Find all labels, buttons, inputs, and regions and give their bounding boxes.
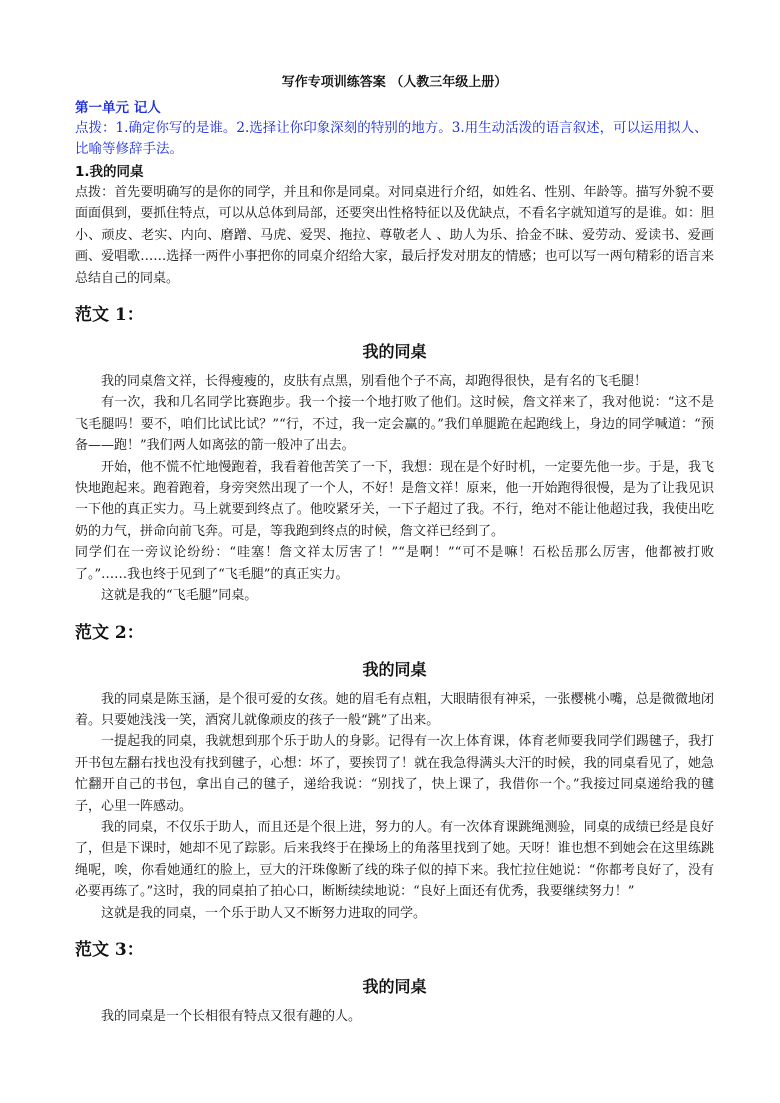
- essay-paragraph: 这就是我的“飞毛腿”同桌。: [101, 588, 258, 604]
- essay-paragraph: 同学们在一旁议论纷纷：“哇塞！詹文祥太厉害了！”“是啊！”“可不是嘛！石松岳那么厉害，他都被打败了。”……我也终于见到了“飞毛腿”的真正实力。: [75, 545, 714, 582]
- sample-essay-1: [75, 303, 714, 606]
- essay-paragraph: 有一次，我和几名同学比赛跑步。我一个接一个地打败了他们。这时候，詹文祥来了，我对他说：“这不是飞毛腿吗！要不，咱们比试比试？”“行，不过，我一定会赢的。”我们单腿跪在起跑线上，身边的同学喊道：“预备——跑！”我们两人如离弦的箭一般冲了出去。: [75, 395, 714, 454]
- unit-tip: 点拨：1.确定你写的是谁。2.选择让你印象深刻的特别的地方。3.用生动活泼的语言叙述，可以运用拟人、比喻等修辞手法。: [75, 120, 708, 157]
- essay-paragraph: 我的同桌，不仅乐于助人，而且还是个很上进，努力的人。有一次体育课跳绳测验，同桌的成绩已经是良好了，但是下课时，她却不见了踪影。后来我终于在操场上的角落里找到了她。天呀！谁也想不到她会在这里练跳绳呢，唉，你看她通红的脸上，豆大的汗珠像断了线的珠子似的掉下来。我忙拉住她说：“你都考良好了，没有必要再练了。”这时，我的同桌拍了拍心口，断断续续地说：“良好上面还有优秀，我要继续努力！”: [75, 819, 714, 900]
- topic-tip: 点拨：首先要明确写的是你的同学，并且和你是同桌。对同桌进行介绍，如姓名、性别、年龄等。描写外貌不要面面俱到，要抓住特点，可以从总体到局部，还要突出性格特征以及优缺点，不看名字就知道写的是谁。如：胆小、顽皮、老实、内向、磨蹭、马虎、爱哭、拖拉、尊敬老人 、助人为乐、拾金不昧、爱劳动、爱读书、爱画画、爱唱歌……选择一两件小事把你的同桌介绍给大家，最后抒发对朋友的情感；也可以写一两句精彩的语言来总结自己的同桌。: [75, 185, 714, 286]
- essay-paragraph: 这就是我的同桌，一个乐于助人又不断努力进取的同学。: [101, 905, 427, 921]
- unit-heading: 第一单元 记人: [75, 100, 161, 116]
- essay-title: 我的同桌: [362, 342, 427, 362]
- essay-paragraph: 我的同桌詹文祥，长得瘦瘦的，皮肤有点黑，别看他个子不高，却跑得很快，是有名的飞毛腿！: [101, 374, 648, 390]
- sample-label: 范文 1：: [75, 305, 144, 326]
- document-title: 写作专项训练答案 （人教三年级上册）: [281, 75, 508, 90]
- sample-essay-3: [75, 938, 714, 1027]
- sample-essay-2: [75, 621, 714, 924]
- sample-label: 范文 2：: [75, 622, 144, 643]
- essay-paragraph: 我的同桌是陈玉涵，是个很可爱的女孩。她的眉毛有点粗，大眼睛很有神采，一张樱桃小嘴，总是微微地闭着。只要她浅浅一笑，酒窝儿就像顽皮的孩子一般“跳”了出来。: [75, 691, 714, 728]
- essay-paragraph: 一提起我的同桌，我就想到那个乐于助人的身影。记得有一次上体育课，体育老师要我同学们踢毽子，我打开书包左翻右找也没有找到毽子，心想：坏了，要挨罚了！就在我急得满头大汗的时候，我的同桌看见了，她急忙翻开自己的书包，拿出自己的毽子，递给我说：“别找了，快上课了，我借你一个。”我接过同桌递给我的毽子，心里一阵感动。: [75, 734, 714, 814]
- essay-title: 我的同桌: [362, 976, 427, 996]
- essay-paragraph: 我的同桌是一个长相很有特点又很有趣的人。: [101, 1008, 362, 1024]
- topic-heading: 1.我的同桌: [75, 164, 144, 180]
- essay-paragraph: 开始，他不慌不忙地慢跑着，我看着他苦笑了一下，我想：现在是个好时机，一定要先他一步。于是，我飞快地跑起来。跑着跑着，身旁突然出现了一个人，不好！是詹文祥！原来，他一开始跑得很慢，是为了让我见识一下他的真正实力。马上就要到终点了。他咬紧牙关，一下子超过了我。不行，绝对不能让他超过我，我使出吃奶的力气，拼命向前飞奔。可是，等我跑到终点的时候，詹文祥已经到了。: [75, 459, 714, 539]
- essay-title: 我的同桌: [362, 659, 427, 679]
- sample-label: 范文 3：: [75, 939, 144, 960]
